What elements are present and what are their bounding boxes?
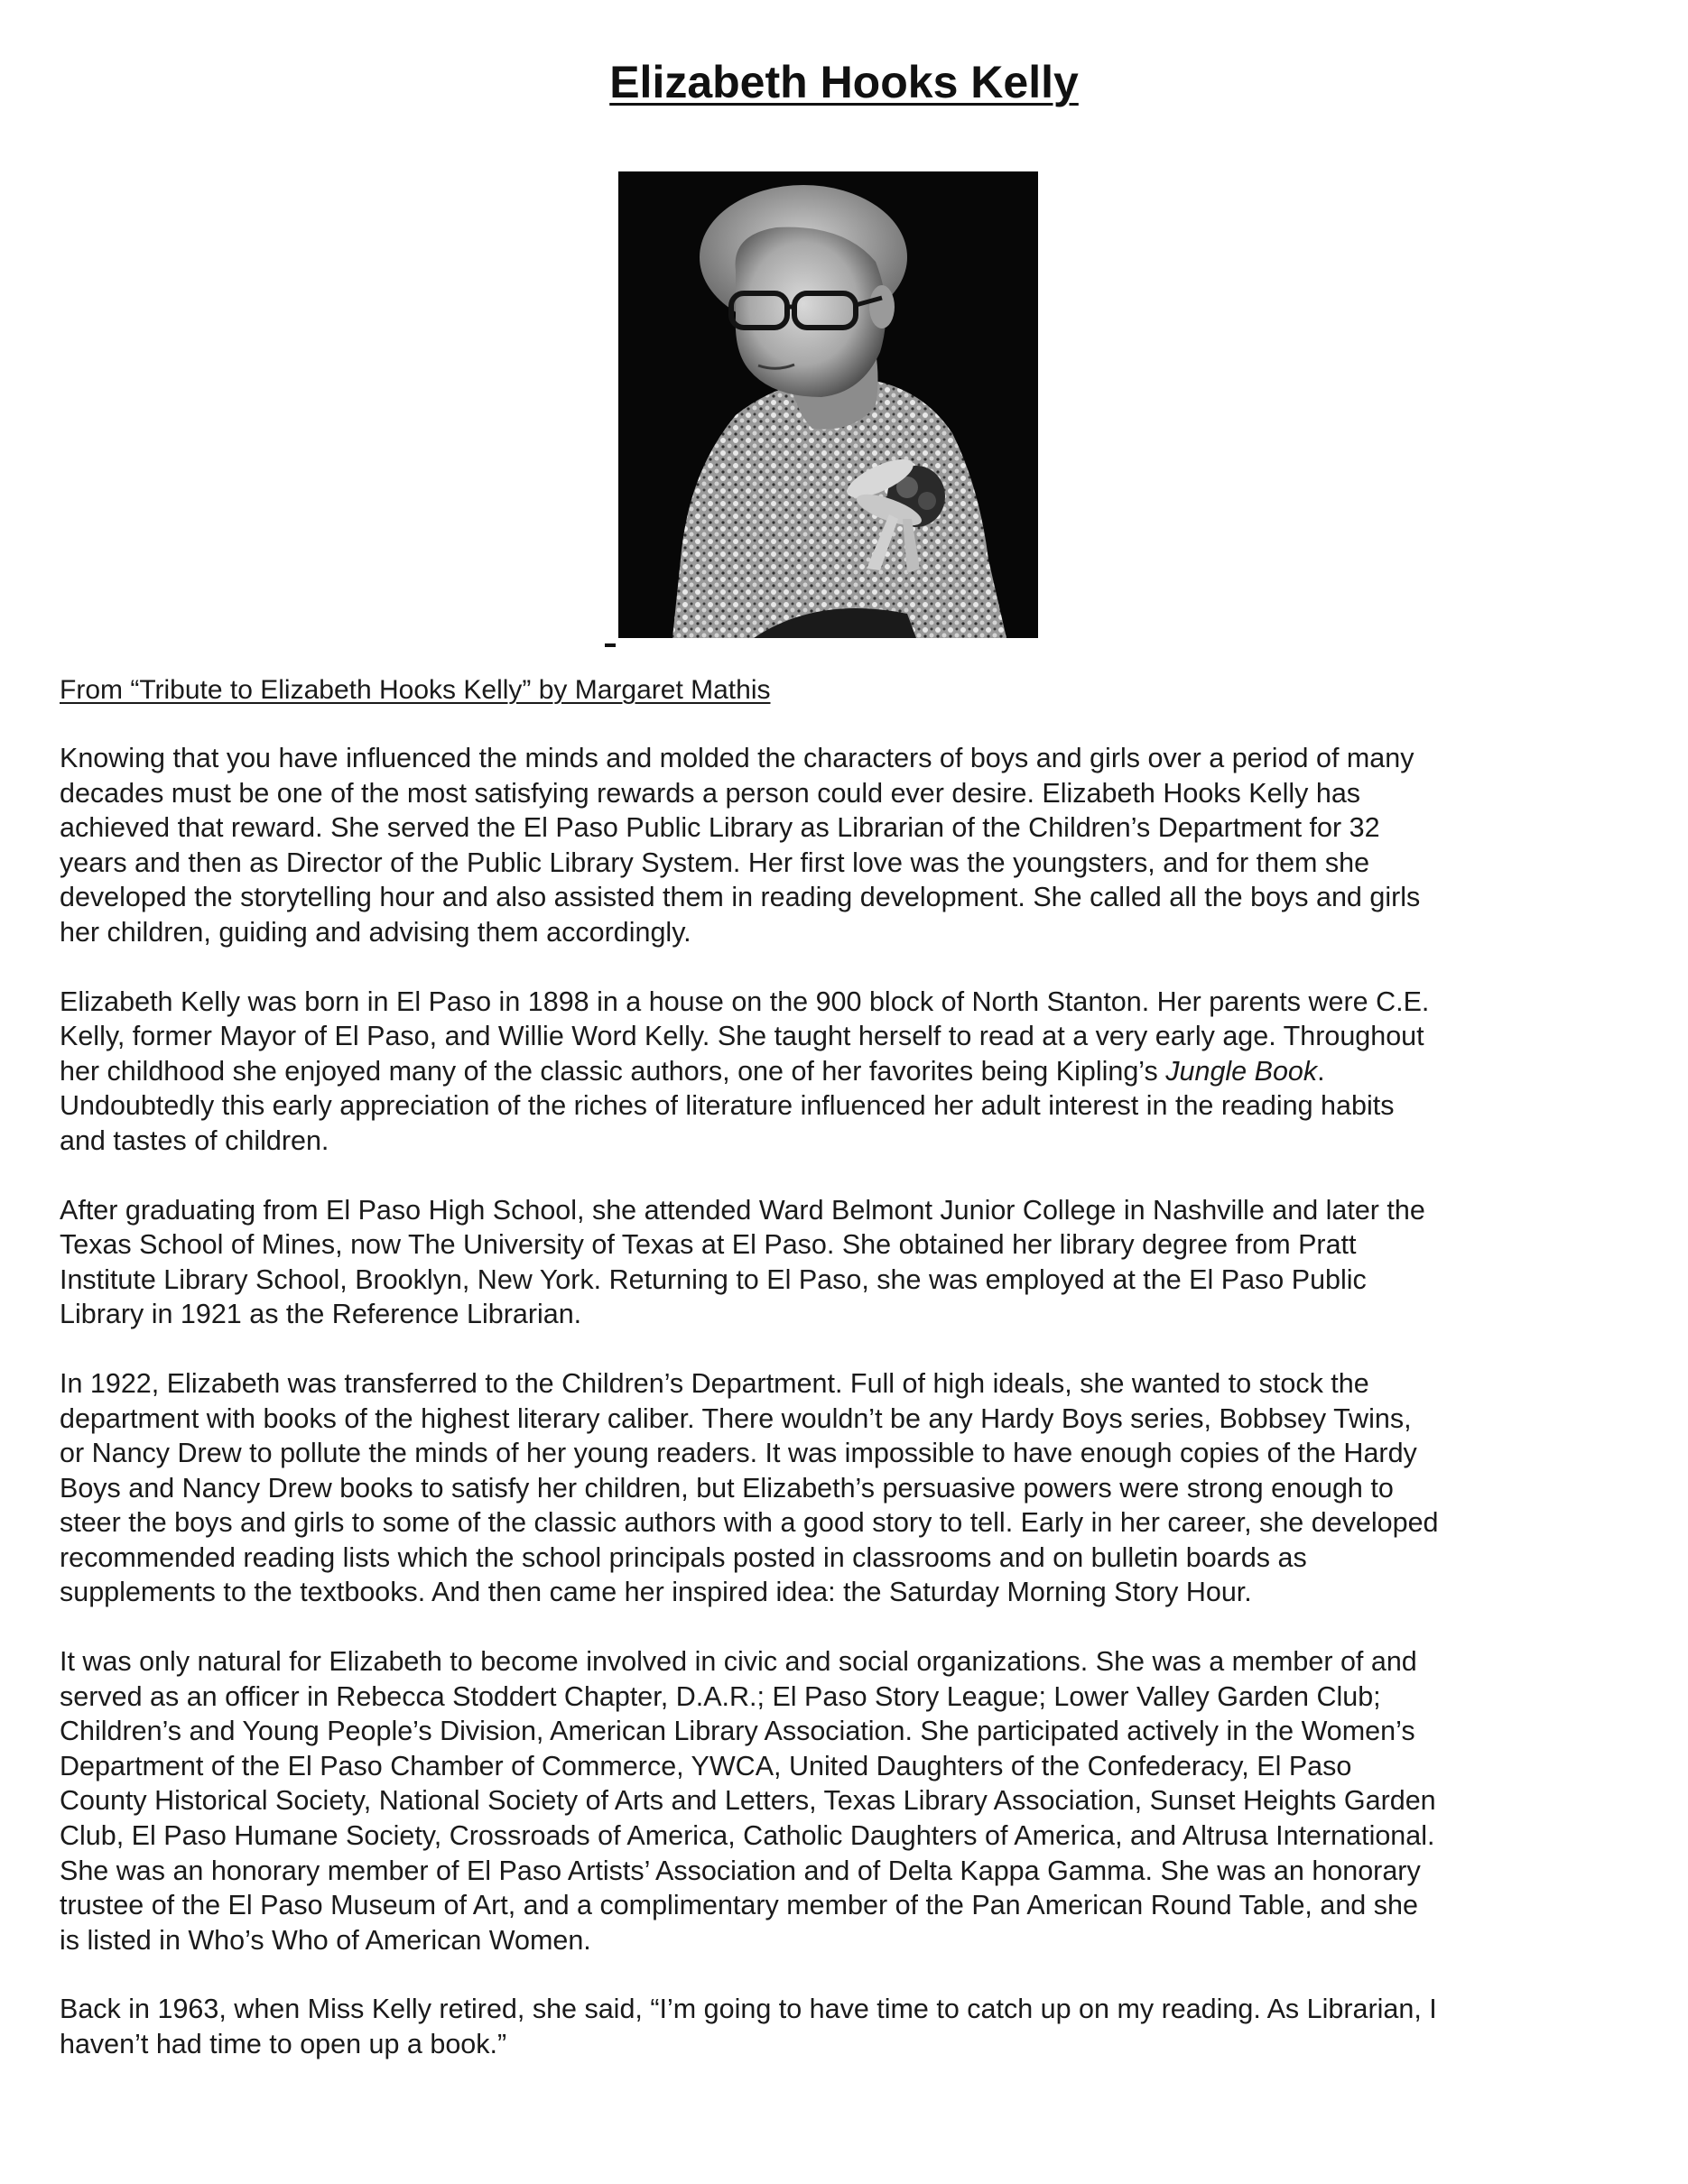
portrait-illustration [618, 171, 1038, 638]
text-line: Club, El Paso Humane Society, Crossroads of America, Catholic Daughters of America, and Altrusa International. [60, 1820, 1435, 1852]
article-body [60, 741, 1585, 2096]
text-line: Knowing that you have influenced the minds and molded the characters of boys and girls over a period of many [60, 743, 1414, 773]
text-line: In 1922, Elizabeth was transferred to the Children’s Department. Full of high ideals, she wanted to stock the [60, 1367, 1369, 1399]
text-line: Back in 1963, when Miss Kelly retired, she said, “I’m going to have time to catch up on my reading. As Librarian, I [60, 1994, 1437, 2025]
text-line: trustee of the El Paso Museum of Art, and a complimentary member of the Pan American Round Table, and she [60, 1890, 1418, 1921]
text-line: her children, guiding and advising them accordingly. [60, 916, 691, 948]
text-segment: . [1317, 1055, 1325, 1087]
paragraph [60, 985, 1585, 1159]
text-line: She was an honorary member of El Paso Artists’ Association and of Delta Kappa Gamma. She was an honorary [60, 1855, 1421, 1886]
text-line: It was only natural for Elizabeth to become involved in civic and social organizations. She was a member of and [60, 1646, 1417, 1678]
text-line: served as an officer in Rebecca Stoddert Chapter, D.A.R.; El Paso Story League; Lower Valley Garden Club; [60, 1680, 1381, 1712]
text-line: Elizabeth Kelly was born in El Paso in 1898 in a house on the 900 block of North Stanton. Her parents were C.E. [60, 986, 1430, 1017]
text-line: Kelly, former Mayor of El Paso, and Willie Word Kelly. She taught herself to read at a very early age. Throughout [60, 1021, 1424, 1052]
text-line: County Historical Society, National Society of Arts and Letters, Texas Library Association, Sunset Heights Garden [60, 1785, 1436, 1817]
text-line: and tastes of children. [60, 1124, 329, 1156]
text-line: years and then as Director of the Public Library System. Her first love was the youngsters, and for them she [60, 847, 1370, 878]
text-line: decades must be one of the most satisfying rewards a person could ever desire. Elizabeth Hooks Kelly has [60, 777, 1361, 809]
text-line: achieved that reward. She served the El Paso Public Library as Librarian of the Children’s Department for 32 [60, 812, 1380, 844]
paragraph [60, 1644, 1585, 1957]
text-line: or Nancy Drew to pollute the minds of her young readers. It was impossible to have enough copies of the Hardy [60, 1438, 1417, 1469]
text-line: department with books of the highest literary caliber. There wouldn’t be any Hardy Boys series, Bobbsey Twins, [60, 1402, 1412, 1434]
text-line: Undoubtedly this early appreciation of the riches of literature influenced her adult interest in the reading habits [60, 1090, 1395, 1122]
page-title: Elizabeth Hooks Kelly [609, 57, 1079, 107]
text-line: recommended reading lists which the school principals posted in classrooms and on bulletin boards as [60, 1541, 1307, 1573]
text-line: After graduating from El Paso High School, she attended Ward Belmont Junior College in Nashville and later the [60, 1194, 1425, 1226]
text-segment: her childhood she enjoyed many of the classic authors, one of her favorites being Kipling’s [60, 1055, 1166, 1087]
text-line: is listed in Who’s Who of American Women. [60, 1924, 591, 1956]
paragraph [60, 1992, 1585, 2061]
text-line: Children’s and Young People’s Division, American Library Association. She participated actively in the Women’s [60, 1716, 1415, 1747]
text-line: Institute Library School, Brooklyn, New York. Returning to El Paso, she was employed at the El Paso Public [60, 1263, 1367, 1295]
text-line: developed the storytelling hour and also assisted them in reading development. She called all the boys and girls [60, 882, 1421, 913]
text-line [60, 1054, 1585, 1089]
dash-mark [605, 643, 616, 647]
text-line: Department of the El Paso Chamber of Commerce, YWCA, United Daughters of the Confederacy, El Paso [60, 1750, 1352, 1781]
source-citation: From “Tribute to Elizabeth Hooks Kelly” by Margaret Mathis [60, 675, 771, 705]
text-line: Texas School of Mines, now The University of Texas at El Paso. She obtained her library degree from Pratt [60, 1229, 1357, 1261]
text-line: Library in 1921 as the Reference Librarian. [60, 1299, 582, 1330]
paragraph [60, 741, 1585, 950]
book-title: Jungle Book [1165, 1055, 1318, 1087]
paragraph [60, 1366, 1585, 1610]
portrait-photo [618, 171, 1038, 638]
paragraph [60, 1193, 1585, 1332]
text-line: steer the boys and girls to some of the classic authors with a good story to tell. Early in her career, she developed [60, 1507, 1439, 1539]
text-line: haven’t had time to open up a book.” [60, 2029, 507, 2059]
text-line: Boys and Nancy Drew books to satisfy her children, but Elizabeth’s persuasive powers were strong enough to [60, 1472, 1394, 1504]
text-line: supplements to the textbooks. And then came her inspired idea: the Saturday Morning Story Hour. [60, 1577, 1252, 1608]
